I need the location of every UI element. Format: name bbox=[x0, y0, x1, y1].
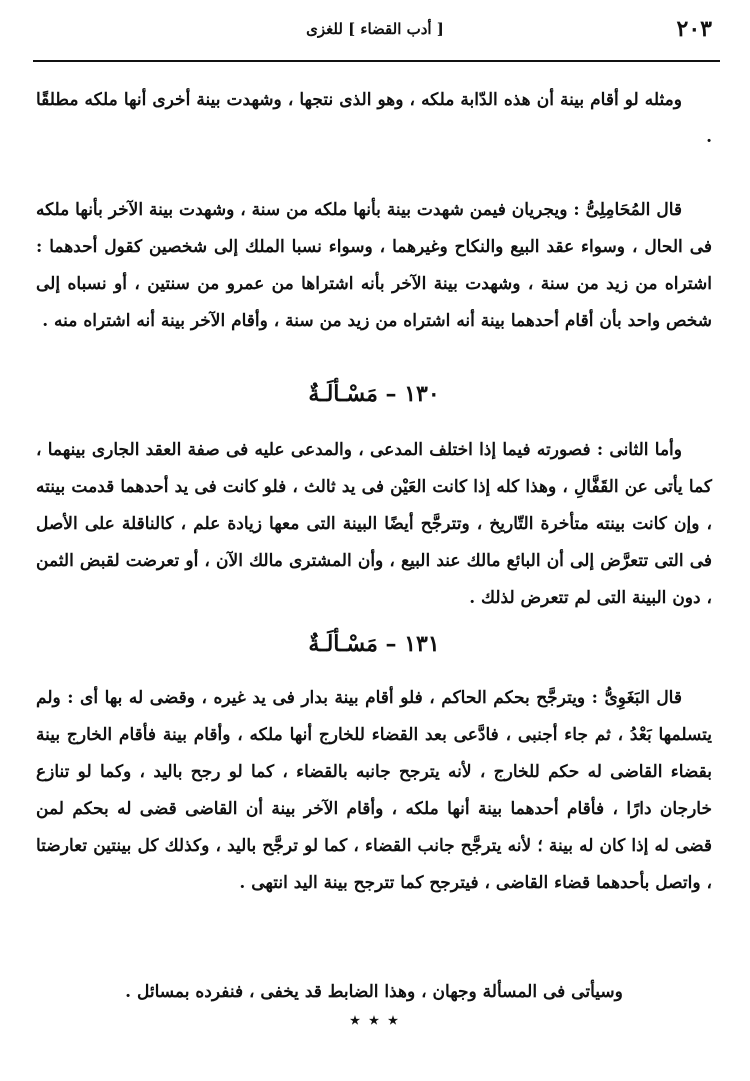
paragraph-baghawi: قال البَغَوِىُّ : ويترجَّح بحكم الحاكم ، فلو أقام بينة بدار فى يد غيره ، وقضى له بها أى : ولم يتسلمها بَعْدُ ، ثم جاء أجنبى ، فادَّعى بعد القضاء للخارج أنها ملكه ، وأقام بينة فأقام الخارج بينة بقضاء القاضى له حكم للخارج ، لأنه يترجح جانبه بالقضاء ، كما لو رجح باليد ، وكما لو تنازع خارجان دارًا ، فأقام أحدهما بينة أنها ملكه ، وأقام الآخر بينة أن القاضى قضى له بحكم لمن قضى له إذا كان له بينة ؛ لأنه يترجَّح جانب القضاء ، كما لو ترجَّح باليد ، وكذلك كل بينتين تعارضتا ، واتصل بأحدهما قضاء القاضى ، فيترجح كما تترجح بينة اليد انتهى . bbox=[36, 688, 712, 893]
page-number: ٢٠٣ bbox=[676, 16, 712, 42]
paragraph-muhamili: قال المُحَامِلِىُّ : ويجريان فيمن شهدت بينة بأنها ملكه من سنة ، وشهدت بينة الآخر بأنها ملكه فى الحال ، وسواء عقد البيع والنكاح وغيرهما ، وسواء نسبا الملك إلى شخصين كقول أحدهما : اشتراه من زيد من سنة ، وشهدت بينة الآخر بأنه اشتراها من عمرو من سنتين ، أو نسباه إلى شخص واحد بأن أقام أحدهما بينة أنه اشتراه من زيد من سنة ، وأقام الآخر بينة أنه اشتراه منه . bbox=[36, 200, 712, 331]
running-title: [ أدب القضاء ] للغزى bbox=[306, 20, 444, 38]
section-end-ornament: ٭ ٭ ٭ bbox=[349, 1008, 399, 1033]
page-header bbox=[30, 14, 720, 50]
paragraph-intro: ومثله لو أقام بينة أن هذه الدّابة ملكه ، وهو الذى نتجها ، وشهدت بينة أخرى أنها ملكه مطلقًا . bbox=[36, 90, 712, 147]
header-divider bbox=[33, 60, 720, 62]
section-heading-131: ١٣١ – مَسْـألَـةٌ bbox=[308, 631, 440, 657]
section-heading-130: ١٣٠ – مَسْـألَـةٌ bbox=[308, 381, 440, 407]
paragraph-second-case: وأما الثانى : فصورته فيما إذا اختلف المدعى ، والمدعى عليه فى صفة العقد الجارى بينهما ، كما يأتى عن القَفَّالِ ، وهذا كله إذا كانت العَيْن فى يد ثالث ، فلو كانت فى يد أحدهما قدمت بينته ، وإن كانت بينته متأخرة التّاريخ ، وتترجَّح أيضًا البينة التى معها زيادة علم ، كالناقلة على الأصل فى التى تتعرَّض إلى أن البائع مالك عند البيع ، وأن المشترى مالك الآن ، أو تعرضت لقبض الثمن ، دون البينة التى لم تتعرض لذلك . bbox=[36, 440, 712, 608]
closing-line: وسيأتى فى المسألة وجهان ، وهذا الضابط قد يخفى ، فنفرده بمسائل . bbox=[125, 982, 623, 1002]
